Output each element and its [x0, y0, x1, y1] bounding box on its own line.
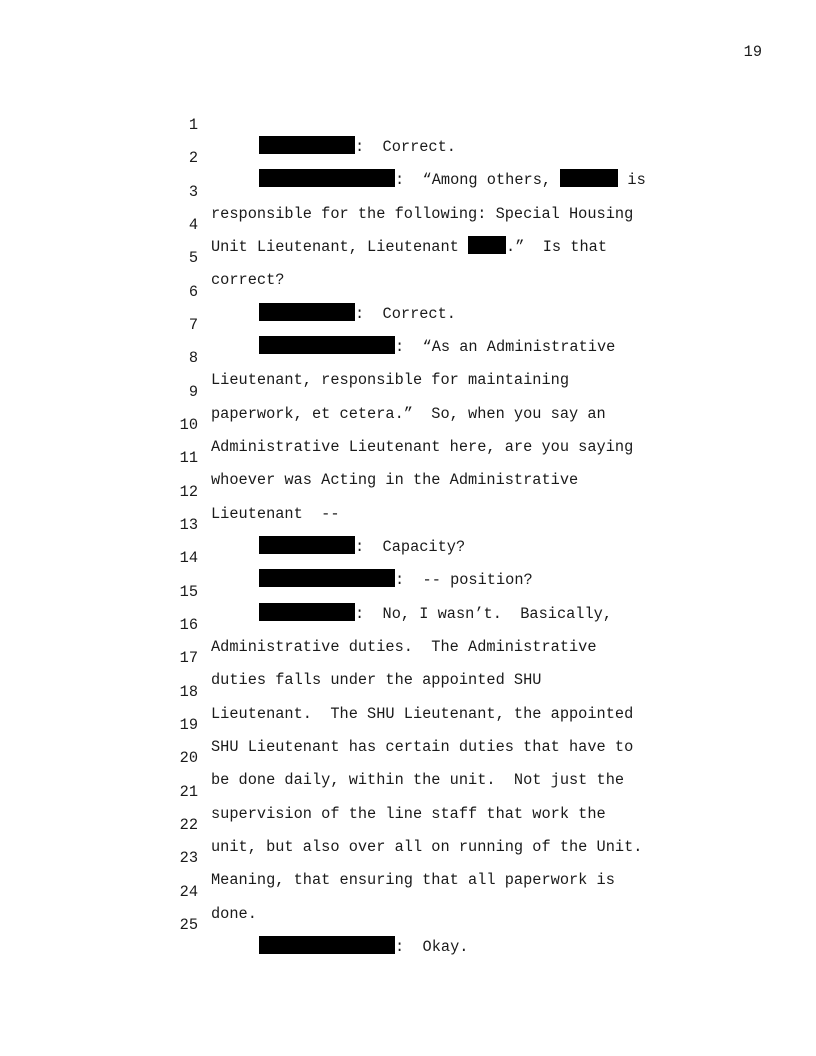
line-number: 5	[188, 249, 198, 267]
line-number: 22	[179, 816, 198, 834]
speech-text: : No, I wasn’t. Basically,	[355, 605, 613, 623]
speech-text: : Okay.	[395, 938, 469, 956]
transcript-line	[0, 292, 816, 356]
line-number: 16	[179, 616, 198, 634]
speech-text: : “As an Administrative	[395, 338, 616, 356]
line-number: 13	[179, 516, 198, 534]
transcript-line	[0, 859, 816, 923]
transcript-line	[0, 692, 816, 756]
line-number: 2	[188, 149, 198, 167]
line-text: SHU Lieutenant has certain duties that have to	[211, 738, 634, 756]
transcript-line	[0, 325, 816, 389]
line-text: Meaning, that ensuring that all paperwork is	[211, 871, 615, 889]
speech-text: is	[618, 171, 646, 189]
line-number: 21	[179, 783, 198, 801]
line-text: responsible for the following: Special Housing	[211, 205, 634, 223]
line-number: 14	[179, 549, 198, 567]
line-text: supervision of the line staff that work the	[211, 805, 606, 823]
page-number: 19	[743, 43, 762, 61]
line-number: 7	[188, 316, 198, 334]
line-number: 25	[179, 916, 198, 934]
line-text: Lieutenant, responsible for maintaining	[211, 371, 570, 389]
speech-text: : Capacity?	[355, 538, 466, 556]
speech-text: : -- position?	[395, 571, 533, 589]
line-number: 12	[179, 483, 198, 501]
line-text: Administrative Lieutenant here, are you saying	[211, 438, 634, 456]
line-number: 9	[188, 383, 198, 401]
transcript-line	[0, 592, 816, 656]
line-number: 18	[179, 683, 198, 701]
line-text: be done daily, within the unit. Not just the	[211, 771, 625, 789]
transcript-line	[0, 192, 816, 256]
line-number: 3	[188, 183, 198, 201]
line-text	[259, 936, 468, 958]
line-number: 20	[179, 749, 198, 767]
line-text: whoever was Acting in the Administrative	[211, 471, 579, 489]
transcript-line	[0, 425, 816, 489]
transcript-line	[0, 559, 816, 623]
transcript-line	[0, 125, 816, 189]
transcript-line	[0, 392, 816, 456]
speech-text: : Correct.	[355, 305, 456, 323]
line-number: 17	[179, 649, 198, 667]
transcript-line	[0, 459, 816, 523]
speech-text: : “Among others,	[395, 171, 561, 189]
line-number: 1	[188, 116, 198, 134]
speech-text: : Correct.	[355, 138, 456, 156]
speech-text: Unit Lieutenant, Lieutenant	[211, 238, 469, 256]
transcript-line	[0, 892, 816, 956]
line-text: paperwork, et cetera.” So, when you say an	[211, 405, 606, 423]
speech-text: .” Is that	[506, 238, 608, 256]
line-text: Lieutenant. The SHU Lieutenant, the appointed	[211, 705, 634, 723]
transcript-line	[0, 259, 816, 323]
transcript-line	[0, 625, 816, 689]
line-text: duties falls under the appointed SHU	[211, 671, 542, 689]
line-text: Lieutenant --	[211, 505, 340, 523]
line-number: 11	[179, 449, 198, 467]
line-text: correct?	[211, 271, 285, 289]
transcript-line	[0, 159, 816, 223]
line-number: 6	[188, 283, 198, 301]
transcript-line	[0, 825, 816, 889]
line-text: unit, but also over all on running of the Unit.	[211, 838, 643, 856]
transcript-line	[0, 759, 816, 823]
transcript-line	[0, 659, 816, 723]
transcript-line	[0, 359, 816, 423]
transcript-line	[0, 492, 816, 556]
line-number: 4	[188, 216, 198, 234]
line-number: 23	[179, 849, 198, 867]
line-text: done.	[211, 905, 257, 923]
line-number: 10	[179, 416, 198, 434]
transcript-line	[0, 725, 816, 789]
line-text: Administrative duties. The Administrative	[211, 638, 597, 656]
line-number: 24	[179, 883, 198, 901]
transcript-line	[0, 792, 816, 856]
line-number: 19	[179, 716, 198, 734]
transcript-line	[0, 225, 816, 289]
transcript-line	[0, 525, 816, 589]
line-number: 8	[188, 349, 198, 367]
line-number: 15	[179, 583, 198, 601]
transcript-line	[0, 92, 816, 156]
redacted-speaker	[259, 936, 395, 954]
